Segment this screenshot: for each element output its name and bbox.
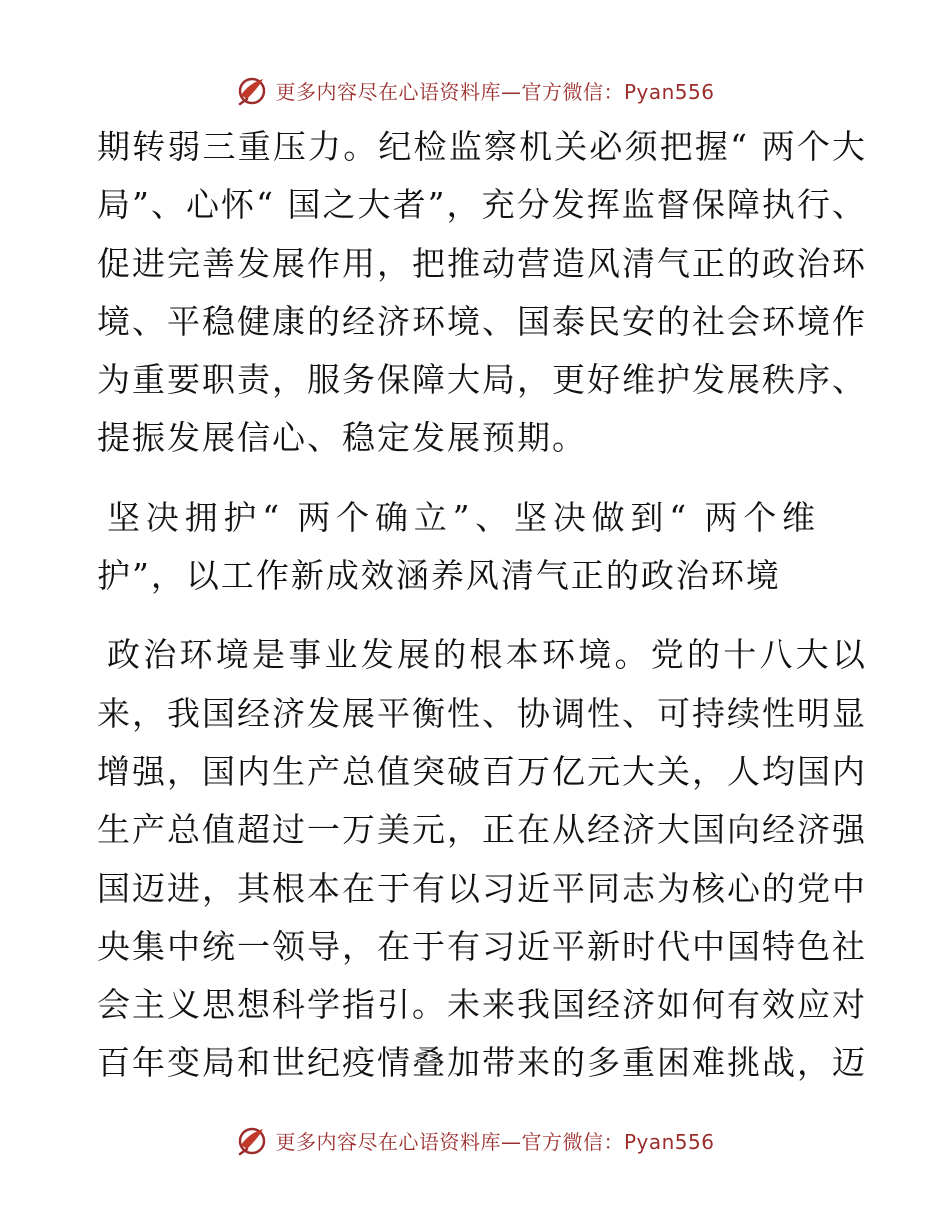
section-heading: 坚决拥护“ 两个确立”、坚决做到“ 两个维护”，以工作新成效涵养风清气正的政治环境 bbox=[97, 497, 817, 596]
pen-logo-icon bbox=[235, 73, 269, 107]
body-paragraph: 政治环境是事业发展的根本环境。党的十八大以来，我国经济发展平衡性、协调性、可持续性明显增强，国内生产总值突破百万亿元大关，人均国内生产总值超过一万美元，正在从经济大国向经济强国迈进，其根本在于有以习近平同志为核心的党中央集中统一领导，在于有习近平新时代中国特色社会主义思想科学指引。未来我国经济如何有效应对百年变局和世纪疫情叠加带来的多重困难挑战，迈 bbox=[97, 635, 867, 1083]
footer-banner bbox=[0, 1120, 950, 1160]
header-banner bbox=[0, 70, 950, 110]
body-paragraph: 期转弱三重压力。纪检监察机关必须把握“ 两个大局”、心怀“ 国之大者”，充分发挥监督保障执行、促进完善发展作用，把推动营造风清气正的政治环境、平稳健康的经济环境、国泰民安的社会环境作为重要职责，服务保障大局，更好维护发展秩序、提振发展信心、稳定发展预期。 bbox=[97, 127, 867, 458]
pen-logo-icon bbox=[235, 1123, 269, 1157]
footer-banner-text: 更多内容尽在心语资料库—官方微信：Pyan556 bbox=[275, 1129, 715, 1154]
document-body bbox=[97, 118, 867, 1093]
header-banner-text: 更多内容尽在心语资料库—官方微信：Pyan556 bbox=[275, 79, 715, 104]
